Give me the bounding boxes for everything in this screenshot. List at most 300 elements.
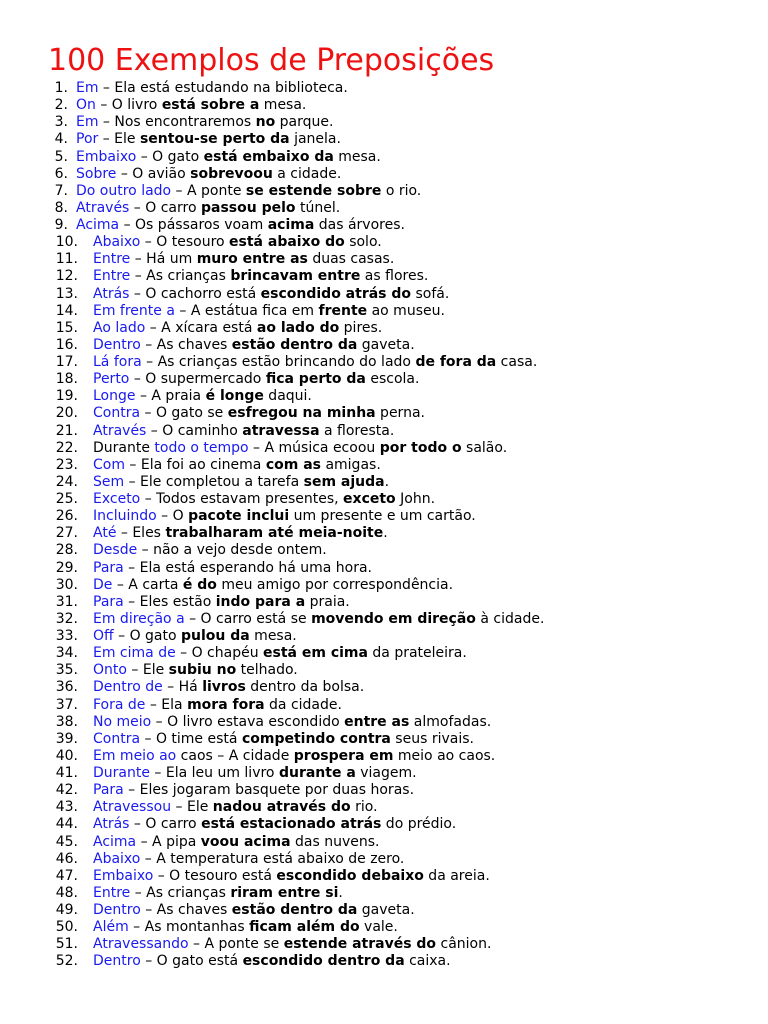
item-text (93, 388, 312, 405)
preposition-term: Dentro (93, 336, 141, 353)
sentence-text: pires. (339, 319, 383, 336)
item-number: 7. (54, 182, 68, 199)
item-number: 15. (55, 319, 78, 336)
item-text (93, 919, 398, 936)
item-number: 13. (55, 285, 78, 302)
sentence-text: da areia. (423, 867, 490, 884)
highlighted-phrase: sentou-se perto da (139, 131, 290, 148)
preposition-term: Dentro de (93, 679, 163, 696)
sentence-text: viagem. (355, 765, 417, 781)
highlighted-phrase: escondido atrás do (260, 285, 412, 302)
highlighted-phrase: ficam além do (249, 919, 360, 936)
highlighted-phrase: atravessa (242, 422, 320, 439)
item-text (93, 936, 491, 953)
item-number: 28. (55, 542, 78, 559)
item-number: 35. (55, 662, 78, 679)
highlighted-phrase: brincavam entre (230, 268, 361, 285)
item-text (93, 560, 372, 577)
sentence-text: caixa. (404, 953, 451, 970)
preposition-term: Sem (93, 473, 125, 490)
item-text (76, 131, 341, 148)
item-text (93, 902, 415, 919)
item-number: 27. (55, 525, 78, 542)
sentence-text: – A xícara está (145, 319, 257, 336)
item-text (93, 679, 364, 696)
sentence-text: – Ela está estudando na biblioteca. (98, 80, 348, 96)
sentence-text: – A praia (135, 388, 206, 405)
sentence-text: – O livro (95, 97, 162, 114)
highlighted-phrase: por todo o (379, 439, 462, 456)
highlighted-phrase: esfregou na minha (227, 405, 376, 422)
highlighted-phrase: está abaixo do (229, 234, 345, 251)
item-text (76, 200, 340, 217)
item-number: 48. (55, 884, 78, 901)
item-text (93, 885, 343, 902)
sentence-text: meu amigo por correspondência. (216, 576, 454, 593)
item-text (93, 440, 507, 457)
preposition-term: Entre (93, 268, 131, 285)
sentence-text: – Há (162, 679, 203, 696)
sentence-text: mesa. (249, 628, 297, 644)
highlighted-phrase: está estacionado atrás (201, 816, 382, 833)
sentence-text: – A estátua fica em (174, 302, 319, 319)
preposition-term: Acima (93, 833, 137, 850)
item-number: 14. (55, 302, 78, 319)
highlighted-phrase: ao lado do (256, 319, 340, 336)
preposition-term: No meio (93, 713, 152, 730)
sentence-text: – Ela leu um livro (149, 765, 279, 781)
sentence-text: – A ponte (171, 182, 246, 199)
preposition-term: Lá fora (93, 354, 142, 370)
preposition-term: Entre (93, 251, 131, 268)
sentence-text: – A música ecoou (248, 439, 380, 456)
preposition-term: Abaixo (93, 234, 141, 251)
item-text (93, 303, 445, 320)
sentence-text: perna. (375, 405, 425, 422)
item-number: 43. (55, 799, 78, 816)
sentence-text: – Há um (130, 251, 197, 268)
preposition-term: Até (93, 525, 117, 542)
preposition-term: Através (93, 422, 147, 439)
highlighted-phrase: no (255, 114, 276, 131)
sentence-text: – O gato (113, 628, 182, 644)
sentence-text: – Ela está esperando há uma hora. (123, 559, 373, 576)
preposition-term: Dentro (93, 953, 141, 970)
preposition-term: Do outro lado (76, 182, 172, 199)
preposition-term: Por (76, 131, 99, 148)
highlighted-phrase: se estende sobre (245, 182, 382, 199)
item-text (93, 371, 419, 388)
item-text (93, 782, 414, 799)
item-text (93, 474, 389, 491)
sentence-text: – O supermercado (129, 371, 266, 388)
item-text (76, 80, 348, 97)
item-text (93, 525, 388, 542)
sentence-text: – Ele (98, 131, 140, 148)
item-text (93, 457, 381, 474)
item-number: 33. (55, 628, 78, 644)
sentence-text: gaveta. (357, 902, 415, 918)
highlighted-phrase: fica perto da (265, 371, 366, 388)
highlighted-phrase: acima (267, 217, 315, 233)
item-text (93, 251, 394, 268)
item-text (93, 405, 425, 422)
sentence-text: – O tesouro está (153, 867, 277, 884)
highlighted-phrase: indo para a (215, 593, 306, 610)
sentence-text: sofá. (411, 285, 450, 302)
sentence-text: – Todos estavam presentes, (140, 491, 344, 507)
sentence-text: das árvores. (314, 217, 405, 233)
item-number: 45. (55, 833, 78, 850)
sentence-text: – As crianças (130, 268, 231, 285)
sentence-text: casa. (496, 354, 538, 370)
item-number: 23. (55, 456, 78, 473)
sentence-text: – O (156, 508, 189, 525)
item-number: 9. (54, 217, 68, 233)
sentence-text: – O caminho (146, 422, 243, 439)
item-number: 1. (54, 80, 68, 96)
highlighted-phrase: com as (265, 456, 321, 473)
item-text (93, 577, 453, 594)
preposition-term: Dentro (93, 902, 141, 918)
preposition-term: Incluindo (93, 508, 157, 525)
sentence-text: – As crianças estão brincando do lado (141, 354, 416, 370)
highlighted-phrase: riram entre si (230, 884, 339, 901)
sentence-text: – Ele (171, 799, 213, 816)
sentence-text: escola. (365, 371, 420, 388)
sentence-text: – O carro (129, 816, 202, 833)
item-number: 38. (55, 713, 78, 730)
item-number: 18. (55, 371, 78, 388)
sentence-text: – Ela foi ao cinema (124, 456, 266, 473)
preposition-term: Para (93, 782, 124, 799)
sentence-text: o rio. (381, 182, 422, 199)
sentence-text: – As montanhas (128, 919, 250, 936)
item-number: 29. (55, 559, 78, 576)
item-number: 49. (55, 902, 78, 918)
item-text (93, 423, 394, 440)
highlighted-phrase: voou acima (200, 833, 291, 850)
item-number: 10. (55, 234, 78, 251)
highlighted-phrase: livros (202, 679, 246, 696)
item-text (93, 697, 342, 714)
item-text (93, 851, 404, 868)
sentence-text: solo. (344, 234, 382, 251)
preposition-term: Em direção a (93, 610, 185, 627)
preposition-term: Sobre (76, 165, 117, 182)
highlighted-phrase: estão dentro da (231, 336, 358, 353)
highlighted-phrase: pacote inclui (188, 508, 290, 525)
sentence-text: – As chaves (140, 336, 232, 353)
highlighted-phrase: está embaixo da (203, 148, 334, 165)
highlighted-phrase: está em cima (263, 645, 368, 662)
preposition-term: Através (76, 199, 130, 216)
item-number: 41. (55, 765, 78, 781)
sentence-text: – As crianças (130, 884, 231, 901)
item-text (93, 354, 537, 371)
item-number: 26. (55, 508, 78, 525)
highlighted-phrase: muro entre as (196, 251, 308, 268)
preposition-term: Atrás (93, 285, 130, 302)
preposition-term: Em frente a (93, 302, 175, 319)
item-number: 37. (55, 696, 78, 713)
highlighted-phrase: entre as (344, 713, 410, 730)
sentence-text: . (383, 525, 388, 542)
sentence-text: – Ela (145, 696, 188, 713)
sentence-text: – Eles (116, 525, 166, 542)
sentence-text: – O gato está (140, 953, 243, 970)
sentence-text: – O tesouro (140, 234, 230, 251)
highlighted-phrase: estende através do (283, 936, 437, 953)
preposition-term: Para (93, 593, 124, 610)
sentence-text: um presente e um cartão. (289, 508, 476, 525)
item-number: 12. (55, 268, 78, 285)
item-number: 39. (55, 730, 78, 747)
item-text (93, 953, 451, 970)
preposition-term: Em meio ao (93, 747, 177, 764)
item-text (93, 286, 449, 303)
sentence-text: – O avião (116, 165, 191, 182)
item-number: 32. (55, 610, 78, 627)
item-text (76, 149, 381, 166)
sentence-text: rio. (350, 799, 378, 816)
preposition-term: Para (93, 559, 124, 576)
item-text (93, 799, 378, 816)
item-number: 52. (55, 953, 78, 970)
sentence-text: John. (395, 491, 436, 507)
preposition-term: Contra (93, 730, 141, 747)
sentence-text: do prédio. (381, 816, 457, 833)
preposition-term: De (93, 576, 113, 593)
item-number: 42. (55, 782, 78, 799)
preposition-term: Atravessou (93, 799, 172, 816)
preposition-term: Exceto (93, 491, 141, 507)
sentence-text: túnel. (295, 199, 341, 216)
item-number: 19. (55, 388, 78, 405)
highlighted-phrase: estão dentro da (231, 902, 358, 918)
item-number: 36. (55, 679, 78, 696)
item-text (93, 868, 490, 885)
item-text (93, 491, 435, 508)
sentence-text: – não a vejo desde ontem. (137, 542, 327, 559)
sentence-text: . (338, 884, 343, 901)
item-text (76, 183, 421, 200)
sentence-text: ao museu. (367, 302, 445, 319)
item-text (93, 834, 379, 851)
sentence-text: meio ao caos. (393, 747, 496, 764)
item-number: 40. (55, 747, 78, 764)
sentence-text: – O chapéu (175, 645, 264, 662)
item-text (76, 114, 333, 131)
item-number: 50. (55, 919, 78, 936)
sentence-text: – Ele (126, 662, 169, 679)
preposition-term: Em (76, 80, 99, 96)
preposition-term: Off (93, 628, 114, 644)
item-number: 16. (55, 336, 78, 353)
item-text (93, 337, 415, 354)
item-text (93, 611, 544, 628)
preposition-term: Embaixo (93, 867, 154, 884)
preposition-term: Durante (93, 765, 150, 781)
preposition-term: Além (93, 919, 129, 936)
sentence-text: amigas. (321, 456, 381, 473)
highlighted-phrase: pulou da (181, 628, 250, 644)
sentence-text: à cidade. (475, 610, 545, 627)
preposition-term: todo o tempo (154, 439, 249, 456)
highlighted-phrase: sem ajuda (303, 473, 385, 490)
sentence-text: – O gato (136, 148, 204, 165)
sentence-text: caos – A cidade (176, 747, 294, 764)
highlighted-phrase: prospera em (293, 747, 394, 764)
sentence-text: – O gato se (140, 405, 228, 422)
highlighted-phrase: é longe (205, 388, 264, 405)
item-text (93, 268, 428, 285)
preposition-term: Em (76, 114, 99, 131)
highlighted-phrase: frente (318, 302, 368, 319)
highlighted-phrase: subiu no (168, 662, 237, 679)
sentence-text: daqui. (263, 388, 312, 405)
item-number: 2. (54, 97, 68, 114)
sentence-text: – A pipa (136, 833, 201, 850)
sentence-text: Durante (93, 439, 155, 456)
sentence-text: – Nos encontraremos (98, 114, 256, 131)
item-text (76, 166, 341, 183)
highlighted-phrase: competindo contra (241, 730, 391, 747)
item-text (93, 816, 456, 833)
sentence-text: da cidade. (264, 696, 342, 713)
sentence-text: telhado. (236, 662, 298, 679)
highlighted-phrase: está sobre a (161, 97, 260, 114)
sentence-text: janela. (289, 131, 341, 148)
sentence-text: a floresta. (319, 422, 395, 439)
preposition-term: Atrás (93, 816, 130, 833)
item-text (93, 714, 491, 731)
item-number: 17. (55, 354, 78, 370)
item-number: 44. (55, 816, 78, 833)
preposition-term: Abaixo (93, 850, 141, 867)
item-number: 25. (55, 491, 78, 507)
sentence-text: almofadas. (409, 713, 492, 730)
item-text (93, 748, 495, 765)
sentence-text: – Eles estão (123, 593, 216, 610)
highlighted-phrase: durante a (278, 765, 356, 781)
sentence-text: mesa. (333, 148, 381, 165)
page-title: 100 Exemplos de Preposições (48, 43, 495, 78)
sentence-text: – A carta (112, 576, 183, 593)
highlighted-phrase: escondido dentro da (242, 953, 405, 970)
sentence-text: – O carro está se (184, 610, 312, 627)
preposition-term: Contra (93, 405, 141, 422)
sentence-text: da prateleira. (367, 645, 467, 662)
item-number: 5. (54, 148, 68, 165)
sentence-text: – Eles jogaram basquete por duas horas. (123, 782, 415, 799)
preposition-term: Em cima de (93, 645, 176, 662)
item-number: 20. (55, 405, 78, 422)
sentence-text: – A ponte se (188, 936, 284, 953)
item-number: 11. (55, 251, 78, 268)
highlighted-phrase: escondido debaixo (276, 867, 424, 884)
item-number: 3. (54, 114, 68, 131)
sentence-text: – O time está (140, 730, 242, 747)
sentence-text: – Ele completou a tarefa (124, 473, 304, 490)
preposition-term: Atravessando (93, 936, 189, 953)
item-number: 30. (55, 576, 78, 593)
item-number: 6. (54, 165, 68, 182)
sentence-text: salão. (461, 439, 508, 456)
highlighted-phrase: nadou através do (212, 799, 351, 816)
preposition-term: Fora de (93, 696, 146, 713)
item-number: 4. (54, 131, 68, 148)
item-number: 31. (55, 593, 78, 610)
highlighted-phrase: mora fora (187, 696, 265, 713)
sentence-text: dentro da bolsa. (245, 679, 365, 696)
preposition-term: Onto (93, 662, 127, 679)
highlighted-phrase: exceto (343, 491, 396, 507)
item-text (93, 234, 382, 251)
preposition-term: Acima (76, 217, 120, 233)
highlighted-phrase: trabalharam até meia-noite (165, 525, 384, 542)
sentence-text: das nuvens. (290, 833, 380, 850)
highlighted-phrase: de fora da (415, 354, 497, 370)
sentence-text: – O livro estava escondido (151, 713, 345, 730)
item-text (76, 217, 405, 234)
highlighted-phrase: é do (182, 576, 217, 593)
preposition-term: Entre (93, 884, 131, 901)
preposition-term: Ao lado (93, 319, 146, 336)
item-number: 21. (55, 422, 78, 439)
sentence-text: – O carro (129, 199, 201, 216)
preposition-term: Perto (93, 371, 130, 388)
preposition-term: Embaixo (76, 148, 137, 165)
item-text (93, 594, 350, 611)
sentence-text: duas casas. (307, 251, 395, 268)
item-number: 51. (55, 936, 78, 953)
item-number: 24. (55, 473, 78, 490)
sentence-text: as flores. (360, 268, 429, 285)
sentence-text: praia. (305, 593, 350, 610)
sentence-text: gaveta. (357, 336, 415, 353)
item-text (93, 662, 298, 679)
sentence-text: cânion. (436, 936, 492, 953)
item-number: 8. (54, 199, 68, 216)
sentence-text: – Os pássaros voam (119, 217, 268, 233)
item-number: 46. (55, 850, 78, 867)
item-number: 47. (55, 867, 78, 884)
item-number: 34. (55, 645, 78, 662)
sentence-text: – A temperatura está abaixo de zero. (140, 850, 405, 867)
item-text (93, 765, 417, 782)
sentence-text: – O cachorro está (129, 285, 261, 302)
preposition-term: Com (93, 456, 125, 473)
sentence-text: vale. (359, 919, 398, 936)
item-text (93, 628, 297, 645)
highlighted-phrase: passou pelo (200, 199, 296, 216)
item-text (93, 542, 327, 559)
preposition-term: On (76, 97, 96, 114)
highlighted-phrase: sobrevoou (190, 165, 273, 182)
item-text (93, 320, 382, 337)
item-text (93, 731, 474, 748)
item-text (93, 508, 476, 525)
sentence-text: a cidade. (272, 165, 342, 182)
sentence-text: parque. (275, 114, 334, 131)
item-text (76, 97, 306, 114)
sentence-text: – As chaves (140, 902, 232, 918)
item-text (93, 645, 467, 662)
sentence-text: mesa. (259, 97, 307, 114)
highlighted-phrase: movendo em direção (311, 610, 476, 627)
sentence-text: seus rivais. (390, 730, 474, 747)
